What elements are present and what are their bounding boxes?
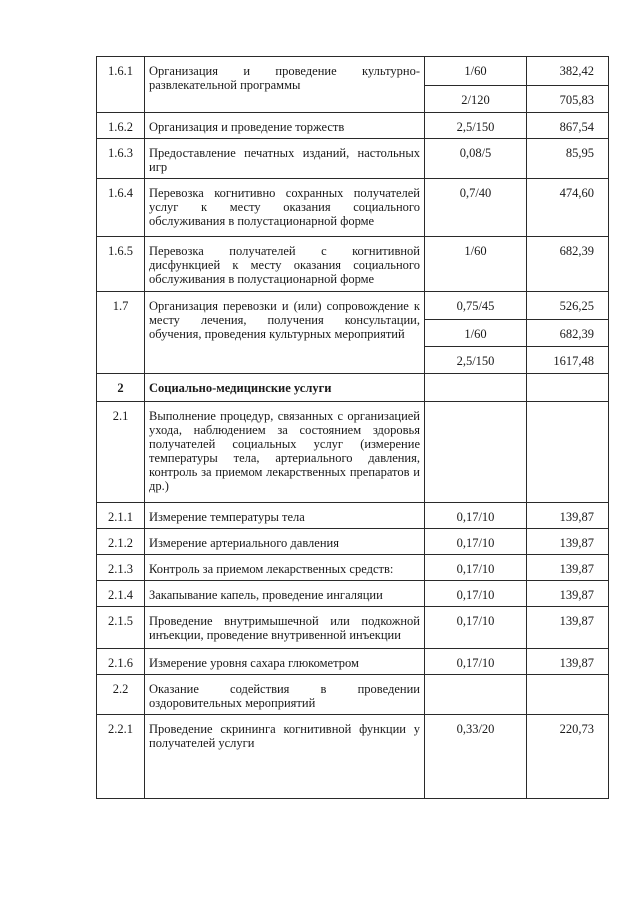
price: 682,39 (527, 320, 609, 347)
service-name: Предоставление печатных изданий, настольных игр (145, 139, 425, 179)
time-norm: 2,5/150 (425, 347, 527, 374)
section-header-row (97, 374, 609, 402)
service-name: Организация и проведение торжеств (145, 113, 425, 139)
service-name: Проведение скрининга когнитивной функции у получателей услуги (145, 715, 425, 799)
time-norm: 0,17/10 (425, 649, 527, 675)
service-name: Перевозка когнитивно сохранных получателей услуг к месту оказания социального обслуживания в полустационарной форме (145, 179, 425, 237)
row-number: 1.6.5 (97, 237, 145, 292)
price: 220,73 (527, 715, 609, 799)
price: 1617,48 (527, 347, 609, 374)
row-number: 2.2 (97, 675, 145, 715)
service-name: Измерение температуры тела (145, 503, 425, 529)
time-norm: 0,17/10 (425, 581, 527, 607)
row-number: 2.1.3 (97, 555, 145, 581)
service-name: Организация перевозки и (или) сопровождение к месту лечения, получения консультации, обучения, проведения культурных мероприятий (145, 292, 425, 374)
service-name: Организация и проведение культурно-развлекательной программы (145, 57, 425, 113)
service-name: Оказание содействия в проведении оздоровительных мероприятий (145, 675, 425, 715)
price: 526,25 (527, 292, 609, 320)
section-title: Социально-медицинские услуги (145, 374, 425, 402)
table-row (97, 529, 609, 555)
table-row (97, 649, 609, 675)
table-row (97, 139, 609, 179)
services-table (96, 56, 609, 799)
time-norm: 1/60 (425, 320, 527, 347)
row-number: 1.7 (97, 292, 145, 374)
price: 139,87 (527, 529, 609, 555)
service-name: Измерение уровня сахара глюкометром (145, 649, 425, 675)
time-norm: 0,17/10 (425, 503, 527, 529)
table-row (97, 113, 609, 139)
price: 867,54 (527, 113, 609, 139)
time-norm: 0,08/5 (425, 139, 527, 179)
price: 139,87 (527, 555, 609, 581)
service-name: Перевозка получателей с когнитивной дисфункцией к месту оказания социального обслуживания в полустационарной форме (145, 237, 425, 292)
row-number: 2.1.4 (97, 581, 145, 607)
service-name: Выполнение процедур, связанных с организацией ухода, наблюдением за состоянием здоровья получателей социальных услуг (измерение температуры тела, артериального давления, контроль за приемом лекарственных препаратов и др.) (145, 402, 425, 503)
table-row (97, 675, 609, 715)
table-row (97, 292, 609, 320)
row-number: 2.1.5 (97, 607, 145, 649)
table-row (97, 237, 609, 292)
time-norm: 1/60 (425, 57, 527, 86)
time-norm: 0,7/40 (425, 179, 527, 237)
time-norm: 0,17/10 (425, 529, 527, 555)
table-row (97, 715, 609, 799)
time-norm: 0,17/10 (425, 607, 527, 649)
table-row (97, 503, 609, 529)
table-row (97, 179, 609, 237)
time-norm: 2,5/150 (425, 113, 527, 139)
time-norm: 1/60 (425, 237, 527, 292)
time-norm: 0,17/10 (425, 555, 527, 581)
price (527, 675, 609, 715)
table-row (97, 402, 609, 503)
service-name: Проведение внутримышечной или подкожной инъекции, проведение внутривенной инъекции (145, 607, 425, 649)
service-name: Закапывание капель, проведение ингаляции (145, 581, 425, 607)
row-number: 2.1.6 (97, 649, 145, 675)
table-row (97, 607, 609, 649)
table-row (97, 555, 609, 581)
price: 705,83 (527, 86, 609, 113)
time-norm: 0,75/45 (425, 292, 527, 320)
row-number: 2.1.1 (97, 503, 145, 529)
time-norm (425, 374, 527, 402)
time-norm (425, 402, 527, 503)
price: 682,39 (527, 237, 609, 292)
price: 139,87 (527, 581, 609, 607)
time-norm: 2/120 (425, 86, 527, 113)
price: 139,87 (527, 503, 609, 529)
time-norm: 0,33/20 (425, 715, 527, 799)
row-number: 1.6.3 (97, 139, 145, 179)
price: 139,87 (527, 607, 609, 649)
price: 474,60 (527, 179, 609, 237)
section-number: 2 (97, 374, 145, 402)
row-number: 2.1.2 (97, 529, 145, 555)
price (527, 402, 609, 503)
row-number: 1.6.2 (97, 113, 145, 139)
service-name: Измерение артериального давления (145, 529, 425, 555)
price: 85,95 (527, 139, 609, 179)
row-number: 1.6.4 (97, 179, 145, 237)
table-row (97, 57, 609, 86)
price: 139,87 (527, 649, 609, 675)
table-row (97, 581, 609, 607)
row-number: 2.1 (97, 402, 145, 503)
service-name: Контроль за приемом лекарственных средств: (145, 555, 425, 581)
row-number: 1.6.1 (97, 57, 145, 113)
row-number: 2.2.1 (97, 715, 145, 799)
price: 382,42 (527, 57, 609, 86)
price (527, 374, 609, 402)
time-norm (425, 675, 527, 715)
